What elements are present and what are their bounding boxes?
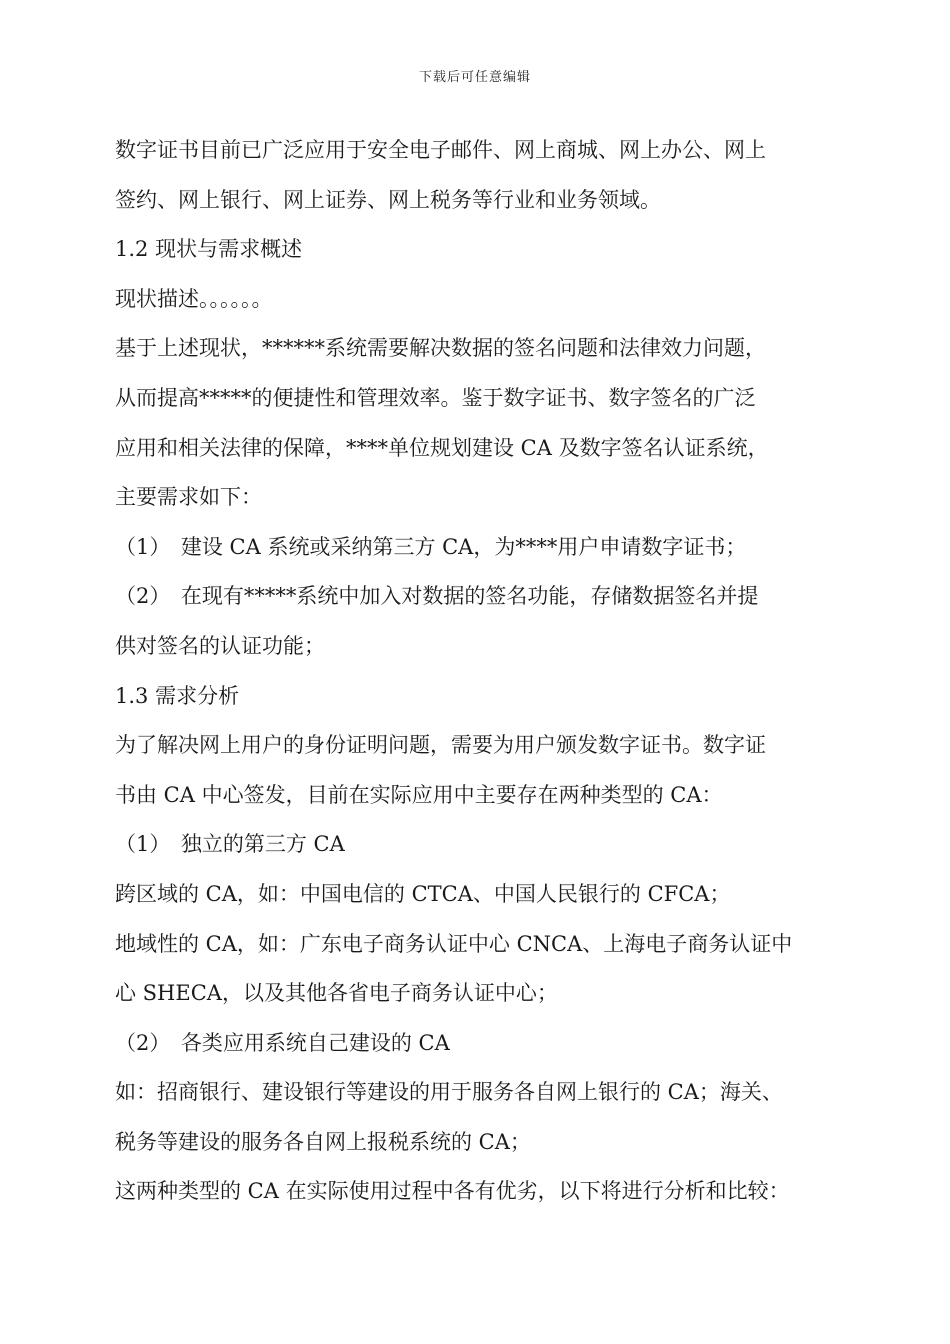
section-heading: 1.3 需求分析 xyxy=(115,683,240,708)
paragraph-line: 应用和相关法律的保障，****单位规划建设 CA 及数字签名认证系统， xyxy=(115,435,769,460)
paragraph-line: 这两种类型的 CA 在实际使用过程中各有优劣，以下将进行分析和比较： xyxy=(115,1179,790,1204)
paragraph-line: 供对签名的认证功能； xyxy=(115,633,325,658)
paragraph-line: 基于上述现状，******系统需要解决数据的签名问题和法律效力问题， xyxy=(115,336,766,361)
paragraph-line: 从而提高*****的便捷性和管理效率。鉴于数字证书、数字签名的广泛 xyxy=(115,385,756,410)
list-item: （1） 独立的第三方 CA xyxy=(115,832,345,857)
paragraph-line: 现状描述。。。。。。 xyxy=(115,286,273,311)
paragraph-line: 为了解决网上用户的身份证明问题，需要为用户颁发数字证书。数字证 xyxy=(115,733,766,758)
list-item: （2） 各类应用系统自己建设的 CA xyxy=(115,1030,450,1055)
paragraph-line: 心 SHECA，以及其他各省电子商务认证中心； xyxy=(115,981,558,1006)
paragraph-line: 书由 CA 中心签发，目前在实际应用中主要存在两种类型的 CA： xyxy=(115,782,723,807)
paragraph-line: 如：招商银行、建设银行等建设的用于服务各自网上银行的 CA；海关、 xyxy=(115,1080,783,1105)
paragraph-line: 税务等建设的服务各自网上报税系统的 CA； xyxy=(115,1129,531,1154)
list-item: （2） 在现有*****系统中加入对数据的签名功能，存储数据签名并提 xyxy=(115,584,759,609)
paragraph-line: 地域性的 CA，如：广东电子商务认证中心 CNCA、上海电子商务认证中 xyxy=(115,931,793,956)
document-body xyxy=(115,126,835,1217)
paragraph-line: 跨区域的 CA，如：中国电信的 CTCA、中国人民银行的 CFCA； xyxy=(115,881,731,906)
paragraph-line: 数字证书目前已广泛应用于安全电子邮件、网上商城、网上办公、网上 xyxy=(115,138,766,162)
paragraph-line: 签约、网上银行、网上证券、网上税务等行业和业务领域。 xyxy=(115,187,661,212)
paragraph-line: 主要需求如下： xyxy=(115,485,262,510)
section-heading: 1.2 现状与需求概述 xyxy=(115,237,303,262)
page-header: 下载后可任意编辑 xyxy=(418,70,531,85)
list-item: （1） 建设 CA 系统或采纳第三方 CA，为****用户申请数字证书； xyxy=(115,534,747,559)
